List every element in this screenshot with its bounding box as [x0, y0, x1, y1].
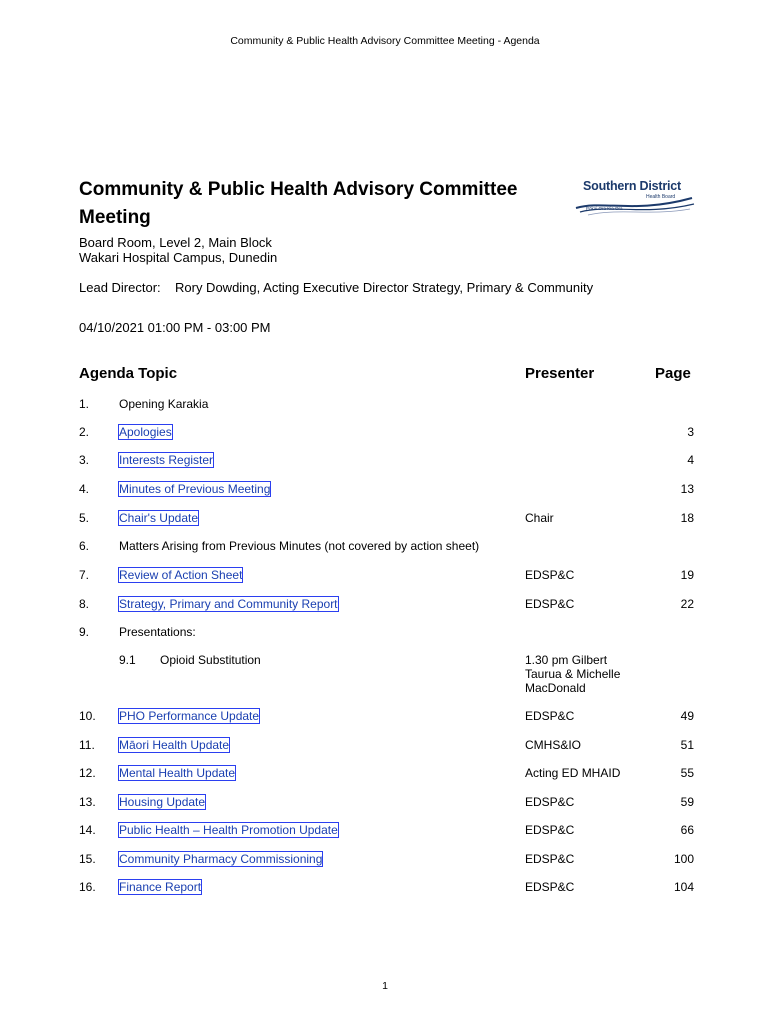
- lead-director-value: Rory Dowding, Acting Executive Director Strategy, Primary & Community: [175, 280, 594, 295]
- item-presenter: EDSP&C: [525, 568, 575, 582]
- agenda-row: [0, 625, 770, 641]
- item-topic-link[interactable]: Review of Action Sheet: [119, 568, 243, 582]
- item-topic-link[interactable]: Finance Report: [119, 880, 202, 894]
- location-line-1: Board Room, Level 2, Main Block: [79, 235, 272, 250]
- column-header-presenter: Presenter: [525, 365, 595, 382]
- item-number: 13.: [79, 795, 96, 809]
- item-page: 104: [673, 880, 694, 894]
- item-page: 51: [680, 738, 694, 752]
- item-number: 11.: [79, 738, 95, 752]
- title-line-1: Community & Public Health Advisory Committee: [79, 179, 518, 200]
- logo-tagline: Pōkai Ora Kia Ora: [586, 206, 623, 211]
- agenda-row: [0, 709, 770, 725]
- item-page: 18: [680, 511, 694, 525]
- item-page: 66: [680, 823, 694, 837]
- item-number: 7.: [79, 568, 90, 582]
- item-topic: Opening Karakia: [119, 397, 209, 411]
- item-number: 10.: [79, 709, 96, 723]
- item-number: 15.: [79, 852, 96, 866]
- title-line-2: Meeting: [79, 207, 151, 228]
- page-title: [79, 176, 569, 232]
- agenda-row: [0, 823, 770, 839]
- item-presenter: EDSP&C: [525, 709, 575, 723]
- item-number: 1.: [79, 397, 90, 411]
- item-presenter: Chair: [525, 511, 554, 525]
- column-header-page: Page: [655, 365, 691, 382]
- agenda-row: [0, 597, 770, 613]
- agenda-row: [0, 738, 770, 754]
- page-number: 1: [382, 980, 388, 992]
- item-page: 4: [687, 453, 694, 467]
- item-presenter: EDSP&C: [525, 795, 575, 809]
- item-number: 8.: [79, 597, 90, 611]
- agenda-row: [0, 795, 770, 811]
- item-page: 22: [680, 597, 694, 611]
- agenda-row: [0, 568, 770, 584]
- item-subnumber: 9.1: [119, 653, 136, 667]
- item-page: 13: [680, 482, 694, 496]
- item-topic-link[interactable]: Mental Health Update: [119, 766, 236, 780]
- item-number: 9.: [79, 625, 90, 639]
- item-presenter: CMHS&IO: [525, 738, 582, 752]
- item-presenter: Acting ED MHAID: [525, 766, 621, 780]
- item-presenter: [525, 653, 620, 695]
- item-page: 100: [673, 852, 694, 866]
- meeting-location: [79, 235, 277, 265]
- item-page: 49: [680, 709, 694, 723]
- logo-name: Southern District: [583, 179, 681, 193]
- item-number: 5.: [79, 511, 90, 525]
- item-page: 3: [687, 425, 694, 439]
- agenda-row: [0, 880, 770, 896]
- southern-district-logo: [574, 178, 696, 218]
- agenda-subrow: [0, 653, 770, 699]
- item-topic: Presentations:: [119, 625, 196, 639]
- item-topic-link[interactable]: Interests Register: [119, 453, 214, 467]
- meeting-datetime: 04/10/2021 01:00 PM - 03:00 PM: [79, 320, 271, 335]
- item-topic-link[interactable]: Public Health – Health Promotion Update: [119, 823, 338, 837]
- item-number: 12.: [79, 766, 96, 780]
- item-presenter: EDSP&C: [525, 880, 575, 894]
- item-presenter: EDSP&C: [525, 597, 575, 611]
- presenter-line: Taurua & Michelle: [525, 667, 621, 681]
- item-topic-link[interactable]: Minutes of Previous Meeting: [119, 482, 271, 496]
- agenda-row: [0, 852, 770, 868]
- agenda-row: [0, 397, 770, 413]
- item-topic-link[interactable]: Housing Update: [119, 795, 206, 809]
- item-topic-link[interactable]: Strategy, Primary and Community Report: [119, 597, 338, 611]
- agenda-row: [0, 539, 770, 555]
- item-topic-link[interactable]: PHO Performance Update: [119, 709, 260, 723]
- item-page: 19: [680, 568, 694, 582]
- presenter-line: MacDonald: [525, 681, 586, 695]
- item-topic-link[interactable]: Community Pharmacy Commissioning: [119, 852, 323, 866]
- item-presenter: EDSP&C: [525, 823, 575, 837]
- agenda-row: [0, 766, 770, 782]
- column-header-topic: Agenda Topic: [79, 365, 178, 382]
- item-topic: Matters Arising from Previous Minutes (not covered by action sheet): [119, 539, 480, 553]
- agenda-row: [0, 453, 770, 469]
- item-number: 4.: [79, 482, 90, 496]
- lead-director-label: Lead Director:: [79, 280, 161, 295]
- item-presenter: EDSP&C: [525, 852, 575, 866]
- lead-director: [79, 280, 593, 295]
- item-number: 16.: [79, 880, 96, 894]
- item-number: 14.: [79, 823, 96, 837]
- item-page: 55: [680, 766, 694, 780]
- agenda-row: [0, 482, 770, 498]
- item-topic-link[interactable]: Chair's Update: [119, 511, 198, 525]
- location-line-2: Wakari Hospital Campus, Dunedin: [79, 250, 278, 265]
- item-topic-link[interactable]: Māori Health Update: [119, 738, 230, 752]
- agenda-row: [0, 511, 770, 527]
- item-subtopic: Opioid Substitution: [160, 653, 261, 667]
- agenda-row: [0, 425, 770, 441]
- item-page: 59: [680, 795, 694, 809]
- item-number: 3.: [79, 453, 90, 467]
- item-number: 2.: [79, 425, 90, 439]
- presenter-line: 1.30 pm Gilbert: [525, 653, 608, 667]
- logo-sub: Health Board: [646, 194, 676, 200]
- item-number: 6.: [79, 539, 90, 553]
- running-header: Community & Public Health Advisory Committee Meeting - Agenda: [230, 35, 540, 47]
- item-topic-link[interactable]: Apologies: [119, 425, 172, 439]
